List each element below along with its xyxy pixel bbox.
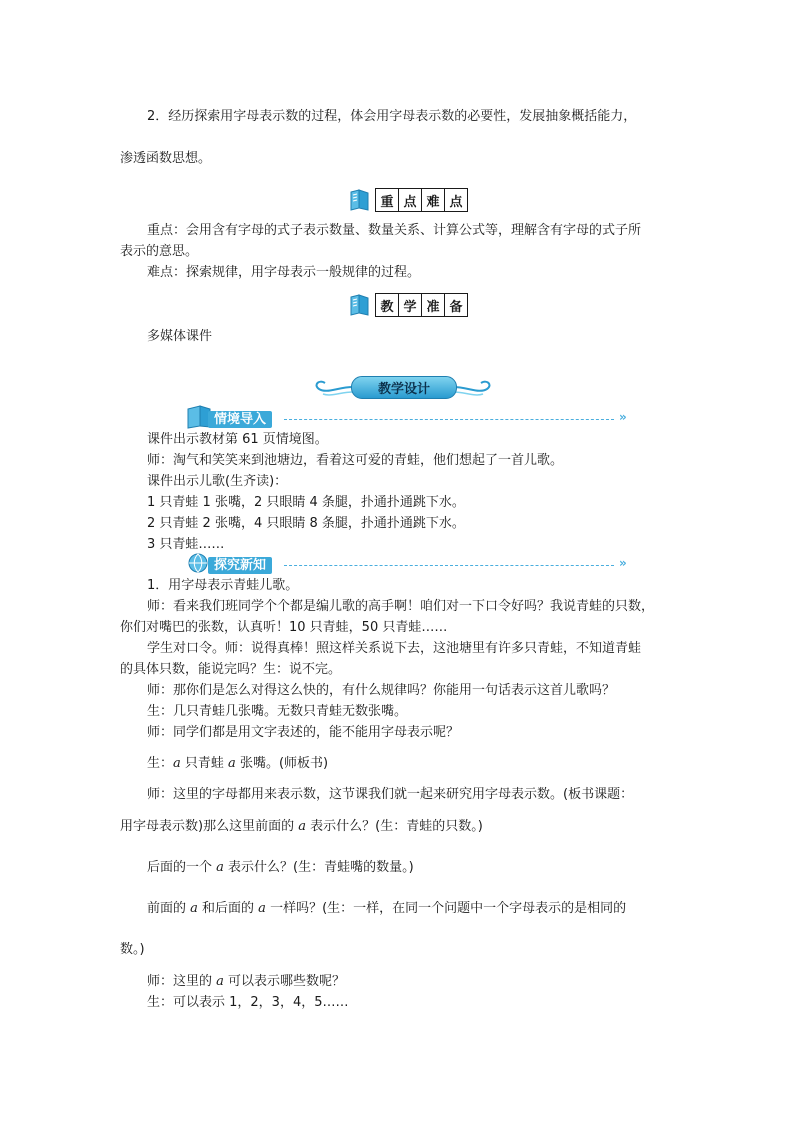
- dashed-divider: [284, 565, 614, 566]
- lesson-line: 生：可以表示 1，2，3，4，5……: [147, 995, 349, 1010]
- lesson-line: [147, 973, 345, 991]
- text-run: 用字母表示数)那么这里前面的: [120, 819, 299, 834]
- intro-line: 课件出示儿歌(生齐读)：: [147, 474, 288, 489]
- text-run: 和后面的: [197, 901, 259, 916]
- key-point-line: 难点：探索规律，用字母表示一般规律的过程。: [147, 265, 421, 280]
- text-run: 张嘴。(师板书): [235, 756, 329, 771]
- book-icon: [348, 293, 372, 317]
- text-run: 师：这里的: [147, 974, 217, 989]
- lesson-line: [147, 900, 626, 918]
- section-title-boxed: [375, 293, 468, 317]
- section-title-char: 重: [376, 189, 399, 211]
- text-run: 只青蛙: [180, 756, 229, 771]
- text-run: 后面的一个: [147, 860, 217, 875]
- double-chevron-icon: »: [619, 410, 627, 424]
- lesson-line: [147, 859, 414, 877]
- section-tag-intro: [186, 409, 638, 429]
- objective-line: 2．经历探索用字母表示数的过程，体会用字母表示数的必要性，发展抽象概括能力，: [147, 109, 637, 124]
- math-variable: a: [228, 756, 236, 771]
- section-header-preparation: [348, 293, 468, 317]
- math-variable: a: [190, 901, 198, 916]
- section-title-char: 点: [449, 194, 463, 210]
- text-run: 可以表示哪些数呢？: [223, 974, 346, 989]
- section-header-key-points: [348, 188, 468, 212]
- banner-title: 教学设计: [351, 376, 457, 399]
- section-title-char: 备: [449, 299, 463, 315]
- section-title-char: 教: [376, 294, 399, 316]
- text-run: 一样吗？(生：一样，在同一个问题中一个字母表示的是相同的: [265, 901, 627, 916]
- objective-line: 渗透函数思想。: [120, 151, 212, 166]
- section-tag-new-knowledge: [186, 555, 638, 575]
- lesson-line: 师：这里的字母都用来表示数，这节课我们就一起来研究用字母表示数。(板书课题：: [147, 787, 634, 802]
- lesson-line: [120, 818, 483, 836]
- lesson-line: [147, 755, 328, 773]
- lesson-line: 你们对嘴巴的张数，认真听！10 只青蛙，50 只青蛙……: [120, 620, 448, 635]
- section-tag-label: 情境导入: [208, 411, 272, 428]
- preparation-text: 多媒体课件: [147, 329, 213, 344]
- text-run: 前面的: [147, 901, 191, 916]
- teaching-design-banner: [313, 374, 493, 400]
- section-title-boxed: [375, 188, 468, 212]
- lesson-line: 的具体只数，能说完吗？生：说不完。: [120, 662, 342, 677]
- section-title-char: 准: [422, 294, 445, 316]
- math-variable: a: [216, 860, 224, 875]
- intro-line: 2 只青蛙 2 张嘴，4 只眼睛 8 条腿，扑通扑通跳下水。: [147, 516, 465, 531]
- math-variable: a: [216, 974, 224, 989]
- lesson-line: 生：几只青蛙几张嘴。无数只青蛙无数张嘴。: [147, 704, 408, 719]
- double-chevron-icon: »: [619, 556, 627, 570]
- intro-line: 3 只青蛙……: [147, 537, 225, 552]
- lesson-line: 1．用字母表示青蛙儿歌。: [147, 578, 299, 593]
- math-variable: a: [258, 901, 266, 916]
- section-title-char: 难: [422, 189, 445, 211]
- section-title-char: 学: [399, 294, 422, 316]
- lesson-line: 师：看来我们班同学个个都是编儿歌的高手啊！咱们对一下口令好吗？我说青蛙的只数，: [147, 599, 655, 614]
- book-icon: [348, 188, 372, 212]
- key-point-line: 重点：会用含有字母的式子表示数量、数量关系、计算公式等，理解含有字母的式子所: [147, 223, 642, 238]
- key-point-line: 表示的意思。: [120, 244, 199, 259]
- intro-line: 师：淘气和笑笑来到池塘边，看着这可爱的青蛙，他们想起了一首儿歌。: [147, 453, 564, 468]
- lesson-line: 师：那你们是怎么对得这么快的，有什么规律吗？你能用一句话表示这首儿歌吗？: [147, 683, 616, 698]
- math-variable: a: [173, 756, 181, 771]
- text-run: 生：: [147, 756, 174, 771]
- lesson-line: 学生对口令。师：说得真棒！照这样关系说下去，这池塘里有许多只青蛙，不知道青蛙: [147, 641, 642, 656]
- math-variable: a: [298, 819, 306, 834]
- intro-line: 课件出示教材第 61 页情境图。: [147, 432, 328, 447]
- lesson-line: 师：同学们都是用文字表述的，能不能用字母表示呢？: [147, 725, 460, 740]
- dashed-divider: [284, 419, 614, 420]
- intro-line: 1 只青蛙 1 张嘴，2 只眼睛 4 条腿，扑通扑通跳下水。: [147, 495, 465, 510]
- text-run: 表示什么？(生：青蛙嘴的数量。): [223, 860, 414, 875]
- section-title-char: 点: [399, 189, 422, 211]
- lesson-line: 数。): [120, 942, 145, 957]
- text-run: 表示什么？(生：青蛙的只数。): [305, 819, 483, 834]
- section-tag-label: 探究新知: [208, 557, 272, 574]
